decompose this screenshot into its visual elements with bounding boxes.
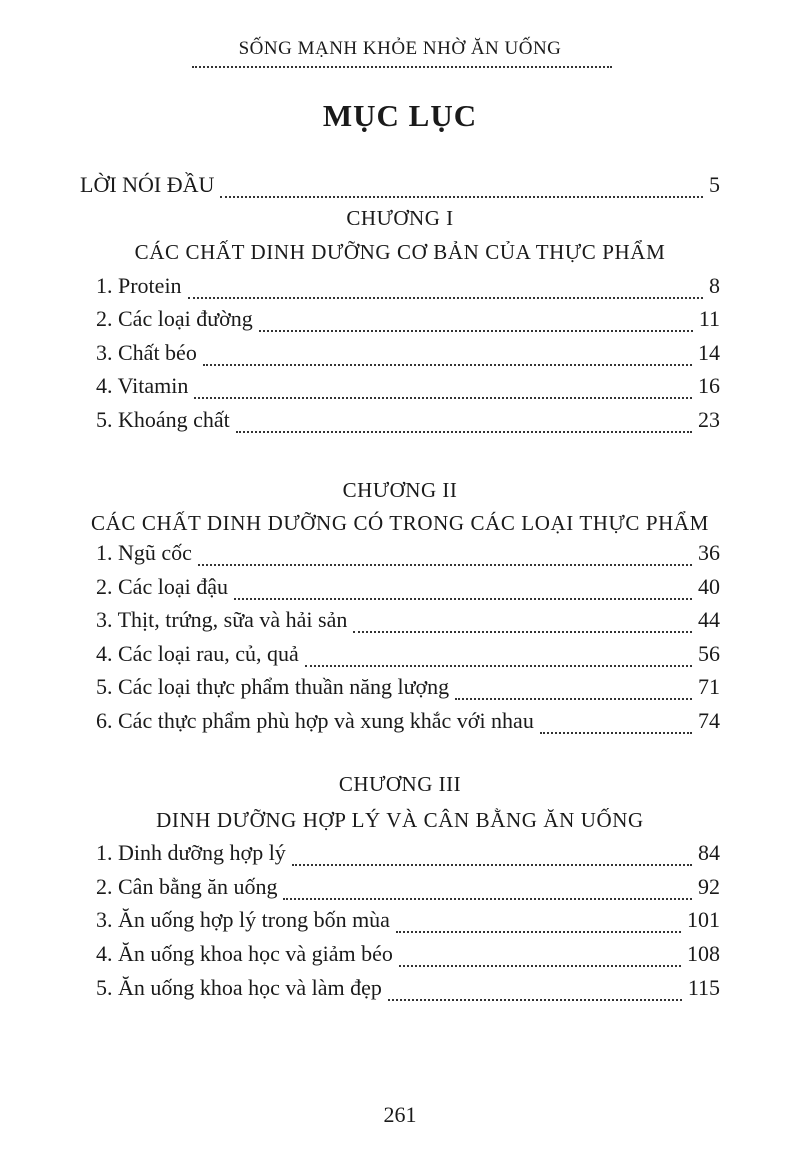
toc-entry-page: 11: [698, 306, 720, 331]
toc-entry-page: 14: [698, 340, 720, 365]
dot-leader: [305, 665, 692, 667]
toc-entry-label: 6. Các thực phẩm phù hợp và xung khắc với nhau: [96, 708, 534, 733]
toc-entry-page: 40: [698, 574, 720, 599]
toc-entry[interactable]: [96, 641, 720, 675]
toc-entry[interactable]: [96, 340, 720, 374]
toc-entry[interactable]: [96, 874, 720, 908]
chapter-title: CÁC CHẤT DINH DƯỠNG CƠ BẢN CỦA THỰC PHẨM: [134, 240, 666, 264]
toc-entry-page: 5: [709, 172, 720, 197]
chapter-number: CHƯƠNG I: [346, 206, 454, 230]
dot-leader: [194, 397, 692, 399]
dot-leader: [388, 999, 682, 1001]
toc-entry[interactable]: [96, 373, 720, 407]
toc-entry-page: 108: [687, 941, 720, 966]
toc-entry-label: 5. Khoáng chất: [96, 407, 230, 432]
toc-entry-label: 1. Protein: [96, 273, 182, 298]
toc-entry-label: 1. Dinh dưỡng hợp lý: [96, 840, 286, 865]
dot-leader: [188, 297, 703, 299]
toc-entry-label: 4. Ăn uống khoa học và giảm béo: [96, 941, 393, 966]
toc-entry-page: 23: [698, 407, 720, 432]
toc-entry[interactable]: [96, 674, 720, 708]
toc-entry-label: 2. Cân bằng ăn uống: [96, 874, 278, 899]
dot-leader: [353, 631, 692, 633]
toc-entry-page: 74: [698, 708, 720, 733]
toc-entry-page: 84: [698, 840, 720, 865]
dot-leader: [198, 564, 692, 566]
toc-entry[interactable]: [96, 306, 720, 340]
chapter-title: DINH DƯỠNG HỢP LÝ VÀ CÂN BẰNG ĂN UỐNG: [156, 808, 644, 832]
toc-entry-label: 4. Các loại rau, củ, quả: [96, 641, 299, 666]
dot-leader: [540, 732, 692, 734]
page-number: 261: [383, 1102, 417, 1127]
dot-leader: [234, 598, 692, 600]
toc-entry[interactable]: [96, 607, 720, 641]
toc-entry[interactable]: [96, 407, 720, 441]
dot-leader: [220, 196, 703, 198]
toc-entry-page: 56: [698, 641, 720, 666]
dot-leader: [399, 965, 681, 967]
toc-entry-page: 44: [698, 607, 720, 632]
toc-entry[interactable]: [96, 574, 720, 608]
toc-entry-page: 16: [698, 373, 720, 398]
toc-entry-label: 3. Chất béo: [96, 340, 197, 365]
toc-entry-preface[interactable]: [80, 172, 720, 206]
toc-entry-page: 101: [687, 907, 720, 932]
toc-entry-page: 8: [709, 273, 720, 298]
toc-entry-label: 3. Thịt, trứng, sữa và hải sản: [96, 607, 348, 632]
toc-entry[interactable]: [96, 975, 720, 1009]
dotted-rule: [192, 66, 612, 68]
dot-leader: [203, 364, 692, 366]
toc-entry-page: 115: [687, 975, 720, 1000]
dot-leader: [236, 431, 692, 433]
toc-entry-label: 3. Ăn uống hợp lý trong bốn mùa: [96, 907, 390, 932]
toc-entry[interactable]: [96, 540, 720, 574]
chapter-title: CÁC CHẤT DINH DƯỠNG CÓ TRONG CÁC LOẠI THỰC PHẨM: [91, 511, 709, 535]
toc-entry[interactable]: [96, 941, 720, 975]
dot-leader: [455, 698, 692, 700]
toc-entry-label: LỜI NÓI ĐẦU: [80, 172, 215, 197]
toc-entry-label: 4. Vitamin: [96, 373, 189, 398]
toc-entry[interactable]: [96, 840, 720, 874]
toc-entry-page: 71: [698, 674, 720, 699]
toc-entry[interactable]: [96, 708, 720, 742]
toc-entry-label: 5. Các loại thực phẩm thuần năng lượng: [96, 674, 450, 699]
page-title: MỤC LỤC: [322, 98, 478, 133]
toc-entry-label: 5. Ăn uống khoa học và làm đẹp: [96, 975, 382, 1000]
dot-leader: [259, 330, 693, 332]
toc-entry-page: 92: [698, 874, 720, 899]
dot-leader: [292, 864, 692, 866]
toc-entry[interactable]: [96, 907, 720, 941]
dot-leader: [283, 898, 692, 900]
toc-entry-label: 2. Các loại đậu: [96, 574, 228, 599]
toc-entry[interactable]: [96, 273, 720, 307]
toc-entry-page: 36: [698, 540, 720, 565]
chapter-number: CHƯƠNG II: [342, 478, 458, 502]
running-head: SỐNG MẠNH KHỎE NHỜ ĂN UỐNG: [238, 38, 562, 59]
toc-entry-label: 1. Ngũ cốc: [96, 540, 192, 565]
toc-entry-label: 2. Các loại đường: [96, 306, 253, 331]
dot-leader: [396, 931, 681, 933]
chapter-number: CHƯƠNG III: [338, 772, 462, 796]
